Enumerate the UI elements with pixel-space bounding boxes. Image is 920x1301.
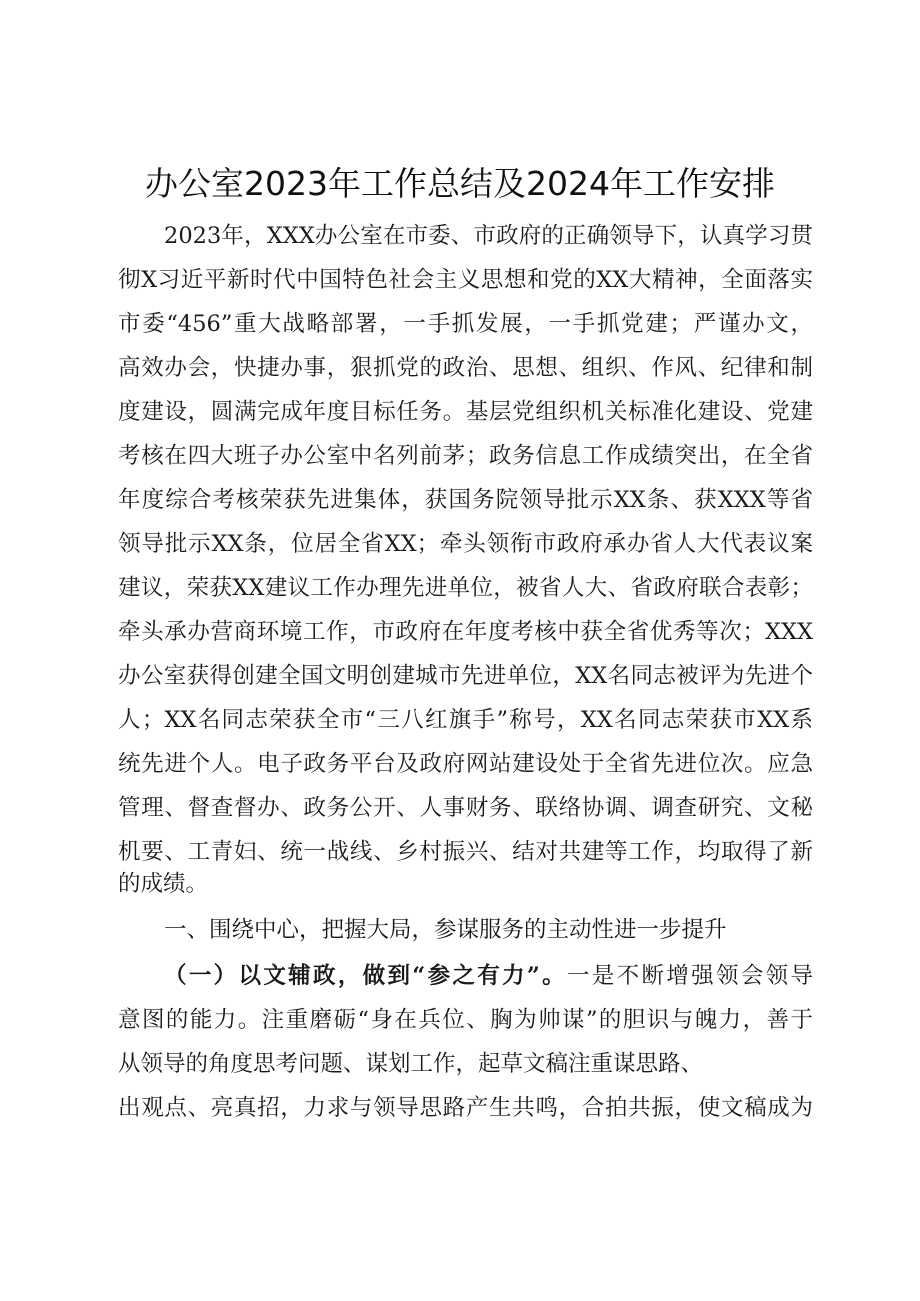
paragraph-line: 彻X习近平新时代中国特色社会主义思想和党的XX大精神，全面落实 bbox=[118, 267, 813, 293]
paragraph-line: 从领导的角度思考问题、谋划工作，起草文稿注重谋思路、 bbox=[118, 1051, 704, 1077]
paragraph-line: 统先进个人。电子政务平台及政府网站建设处于全省先进位次。应急 bbox=[118, 751, 813, 777]
paragraph-line: 考核在四大班子办公室中名列前茅；政务信息工作成绩突出，在全省 bbox=[118, 443, 813, 469]
paragraph-line: 人；XX名同志荣获全市“三八红旗手”称号，XX名同志荣获市XX系 bbox=[118, 707, 813, 733]
paragraph-line: 意图的能力。注重磨砺“身在兵位、胸为帅谋”的胆识与魄力，善于 bbox=[118, 1007, 813, 1033]
paragraph-line: 出观点、亮真招，力求与领导思路产生共鸣，合拍共振，使文稿成为 bbox=[118, 1095, 813, 1121]
paragraph-line: 办公室获得创建全国文明创建城市先进单位，XX名同志被评为先进个 bbox=[118, 663, 813, 689]
document-title: 办公室2023年工作总结及2024年工作安排 bbox=[145, 164, 775, 203]
paragraph-line: 高效办会，快捷办事，狠抓党的政治、思想、组织、作风、纪律和制 bbox=[118, 355, 813, 381]
paragraph-line bbox=[164, 958, 813, 994]
paragraph-line: 年度综合考核荣获先进集体，获国务院领导批示XX条、获XXX等省 bbox=[118, 487, 813, 513]
paragraph-line: 建议，荣获XX建议工作办理先进单位，被省人大、省政府联合表彰； bbox=[118, 575, 813, 601]
paragraph-line: 领导批示XX条，位居全省XX；牵头领衔市政府承办省人大代表议案 bbox=[118, 531, 813, 557]
paragraph-line: 2023年，XXX办公室在市委、市政府的正确领导下，认真学习贯 bbox=[164, 223, 813, 249]
paragraph-line: 机要、工青妇、统一战线、乡村振兴、结对共建等工作，均取得了新 bbox=[118, 839, 813, 865]
subsection-heading: （一）以文辅政，做到“参之有力”。 bbox=[164, 963, 568, 989]
paragraph-line: 牵头承办营商环境工作，市政府在年度考核中获全省优秀等次；XXX bbox=[118, 619, 813, 645]
paragraph-line: 的成绩。 bbox=[118, 871, 209, 897]
paragraph-line: 市委“456”重大战略部署，一手抓发展，一手抓党建；严谨办文， bbox=[118, 311, 813, 337]
section-heading: 一、围绕中心，把握大局，参谋服务的主动性进一步提升 bbox=[164, 917, 727, 943]
paragraph-text: 一是不断增强领会领导 bbox=[567, 963, 813, 989]
paragraph-line: 管理、督查督办、政务公开、人事财务、联络协调、调查研究、文秘 bbox=[118, 795, 813, 821]
paragraph-line: 度建设，圆满完成年度目标任务。基层党组织机关标准化建设、党建 bbox=[118, 399, 813, 425]
